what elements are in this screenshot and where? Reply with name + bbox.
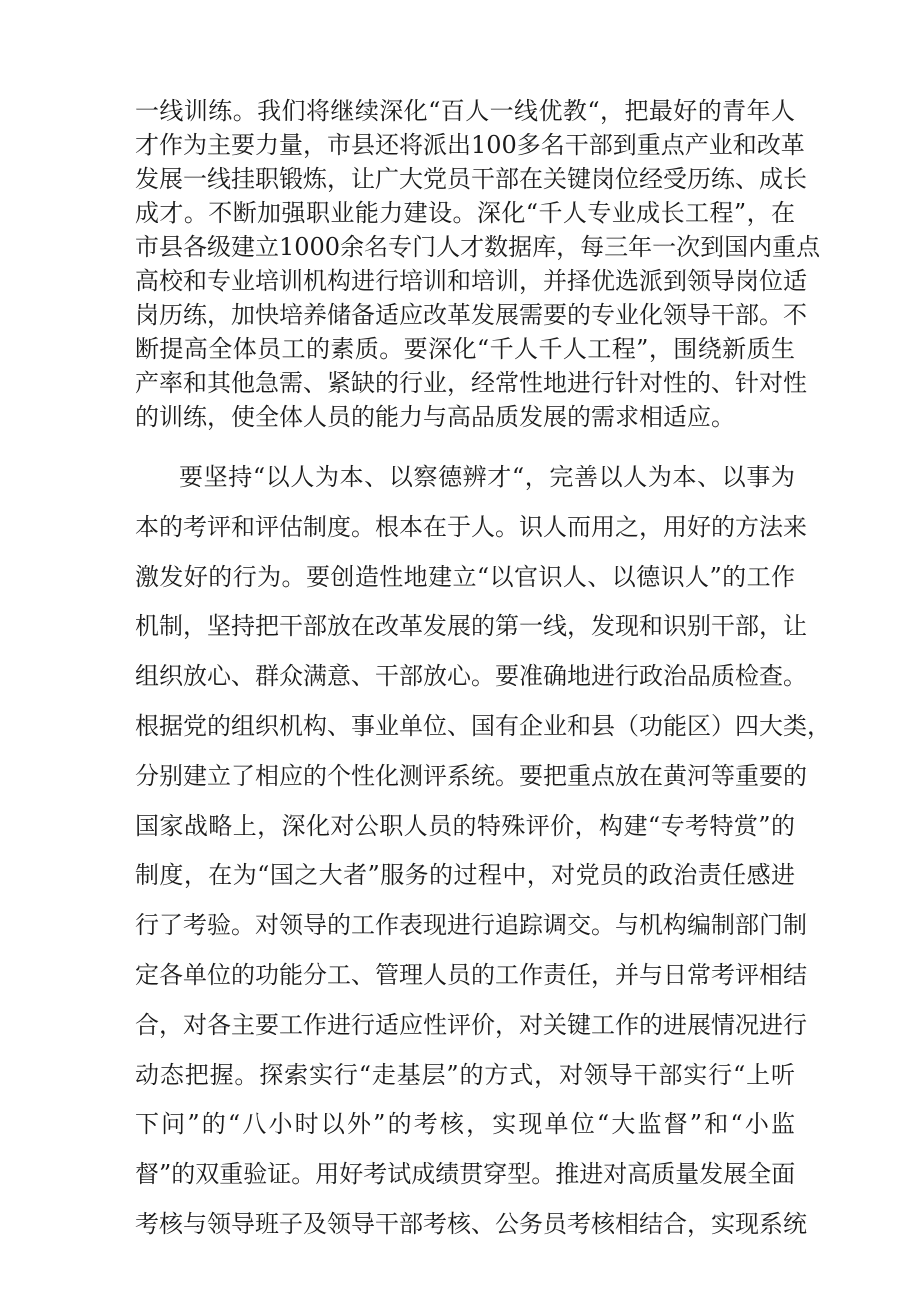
text-line: 分别建立了相应的个性化测评系统。要把重点放在黄河等重要的 bbox=[135, 761, 807, 790]
text-line: 根据党的组织机构、事业单位、国有企业和县（功能区）四大类， bbox=[135, 711, 831, 740]
text-line: 断提高全体员工的素质。要深化“千人千人工程”，围绕新质生 bbox=[135, 335, 795, 363]
text-line: 的训练，使全体人员的能力与高品质发展的需求相适应。 bbox=[135, 403, 735, 431]
text-line: 定各单位的功能分工、管理人员的工作责任，并与日常考评相结 bbox=[135, 960, 807, 989]
document-page bbox=[135, 94, 831, 1250]
text-line: 合，对各主要工作进行适应性评价，对关键工作的进展情况进行 bbox=[135, 1010, 807, 1039]
text-line: 激发好的行为。要创造性地建立“以官识人、以德识人”的工作 bbox=[135, 562, 795, 591]
text-line: 组织放心、群众满意、干部放心。要准确地进行政治品质检查。 bbox=[135, 662, 807, 691]
text-line: 发展一线挂职锻炼，让广大党员干部在关键岗位经受历练、成长 bbox=[135, 165, 807, 193]
text-line: 市县各级建立1000余名专门人才数据库，每三年一次到国内重点 bbox=[135, 233, 821, 261]
text-line: 要坚持“以人为本、以察德辨才“，完善以人为本、以事为 bbox=[179, 463, 795, 491]
text-line: 机制，坚持把干部放在改革发展的第一线，发现和识别干部，让 bbox=[135, 612, 807, 641]
paragraph-2 bbox=[135, 453, 831, 1250]
text-line: 高校和专业培训机构进行培训和培训，并择优选派到领导岗位适 bbox=[135, 267, 807, 295]
text-line: 下问”的“八小时以外”的考核，实现单位“大监督”和“小监 bbox=[135, 1110, 795, 1139]
text-line: 岗历练，加快培养储备适应改革发展需要的专业化领导干部。不 bbox=[135, 301, 807, 329]
text-line: 才作为主要力量，市县还将派出100多名干部到重点产业和改革 bbox=[135, 131, 805, 159]
text-line: 督”的双重验证。用好考试成绩贯穿型。推进对高质量发展全面 bbox=[135, 1160, 796, 1189]
text-line: 本的考评和评估制度。根本在于人。识人而用之，用好的方法来 bbox=[135, 512, 807, 541]
text-line: 考核与领导班子及领导干部考核、公务员考核相结合，实现系统 bbox=[135, 1209, 807, 1238]
paragraph-1 bbox=[135, 94, 821, 434]
text-line: 国家战略上，深化对公职人员的特殊评价，构建“专考特赏”的 bbox=[135, 811, 795, 840]
text-line: 动态把握。探索实行“走基层”的方式，对领导干部实行“上听 bbox=[135, 1060, 795, 1089]
text-line: 行了考验。对领导的工作表现进行追踪调交。与机构编制部门制 bbox=[135, 911, 807, 940]
text-line: 一线训练。我们将继续深化“百人一线优教“，把最好的青年人 bbox=[135, 97, 795, 125]
text-line: 产率和其他急需、紧缺的行业，经常性地进行针对性的、针对性 bbox=[135, 369, 807, 397]
text-line: 制度，在为“国之大者”服务的过程中，对党员的政治责任感进 bbox=[135, 861, 795, 890]
text-line: 成才。不断加强职业能力建设。深化“千人专业成长工程”，在 bbox=[135, 199, 795, 227]
